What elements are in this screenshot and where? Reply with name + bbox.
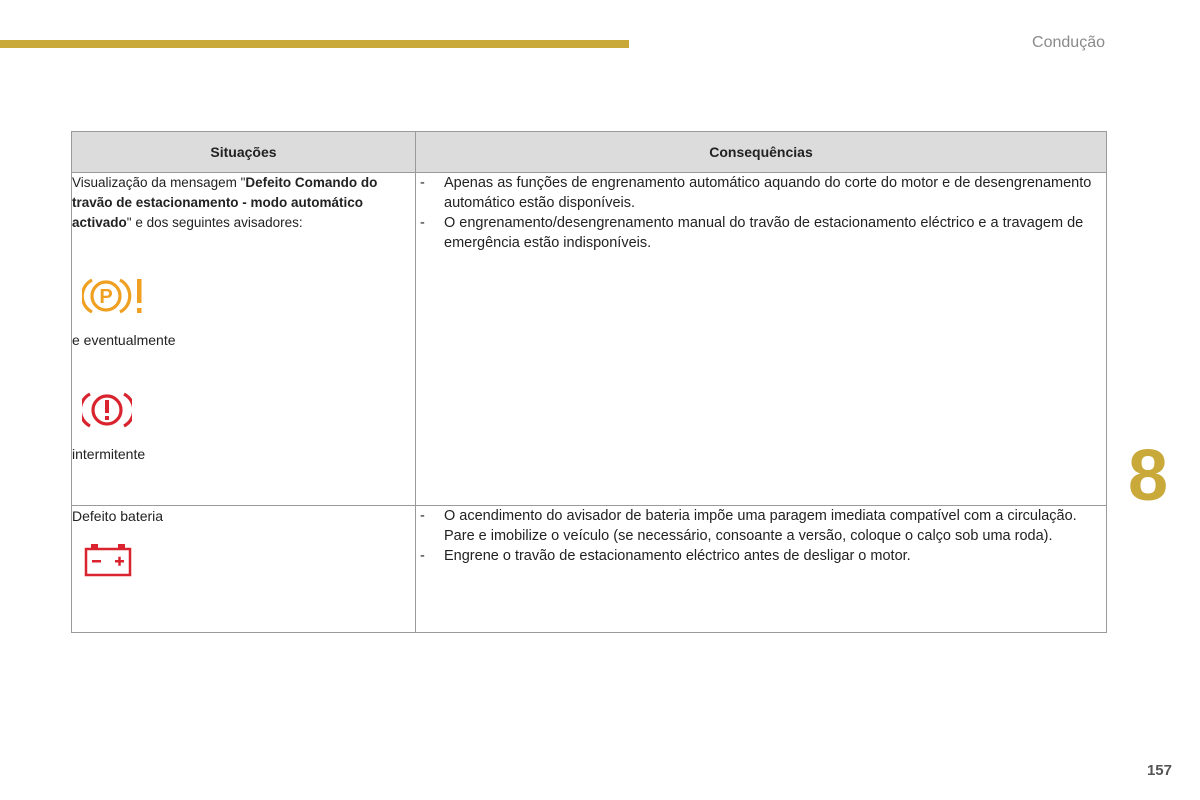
consequences-list	[416, 173, 1106, 253]
header-consequences: Consequências	[416, 132, 1107, 173]
battery-icon	[84, 542, 134, 578]
situation-battery-label: Defeito bateria	[72, 508, 164, 524]
consequences-cell	[416, 506, 1107, 633]
situation-cell	[72, 173, 416, 506]
consequence-item: - O engrenamento/desengrenamento manual do travão de estacionamento eléctrico e a travagem de emergência estão indisponíveis.	[416, 213, 1106, 253]
consequences-cell	[416, 173, 1107, 506]
label-eventually: e eventualmente	[72, 332, 176, 348]
table-header-row	[72, 132, 1107, 173]
consequence-item: - Apenas as funções de engrenamento automático aquando do corte do motor e de desengrenamento automático estão disponíveis.	[416, 173, 1106, 213]
label-flashing: intermitente	[72, 446, 146, 462]
consequence-item: - O acendimento do avisador de bateria impõe uma paragem imediata compatível com a circulação. Pare e imobilize o veículo (se necessário, consoante a versão, coloque o calço sob uma roda).	[416, 506, 1106, 546]
table-row	[72, 506, 1107, 633]
header-situations: Situações	[72, 132, 416, 173]
consequences-list	[416, 506, 1106, 566]
section-title: Condução	[1032, 34, 1105, 51]
situation-cell	[72, 506, 416, 633]
page-number: 157	[1146, 762, 1172, 779]
situation-outro: " e dos seguintes avisadores:	[126, 215, 303, 230]
situation-description	[72, 173, 415, 233]
parking-brake-warning-icon	[82, 276, 148, 316]
svg-text:P: P	[99, 286, 113, 308]
situation-intro: Visualização da mensagem "	[72, 175, 246, 190]
header-accent-bar	[0, 40, 629, 48]
situation-message: Defeito Comando do travão de estacionamento - modo automático activado	[72, 175, 378, 230]
chapter-number: 8	[1128, 436, 1169, 516]
situations-table	[71, 131, 1107, 633]
brake-alert-icon	[82, 390, 132, 430]
consequence-item: - Engrene o travão de estacionamento eléctrico antes de desligar o motor.	[416, 546, 1106, 566]
table-row	[72, 173, 1107, 506]
